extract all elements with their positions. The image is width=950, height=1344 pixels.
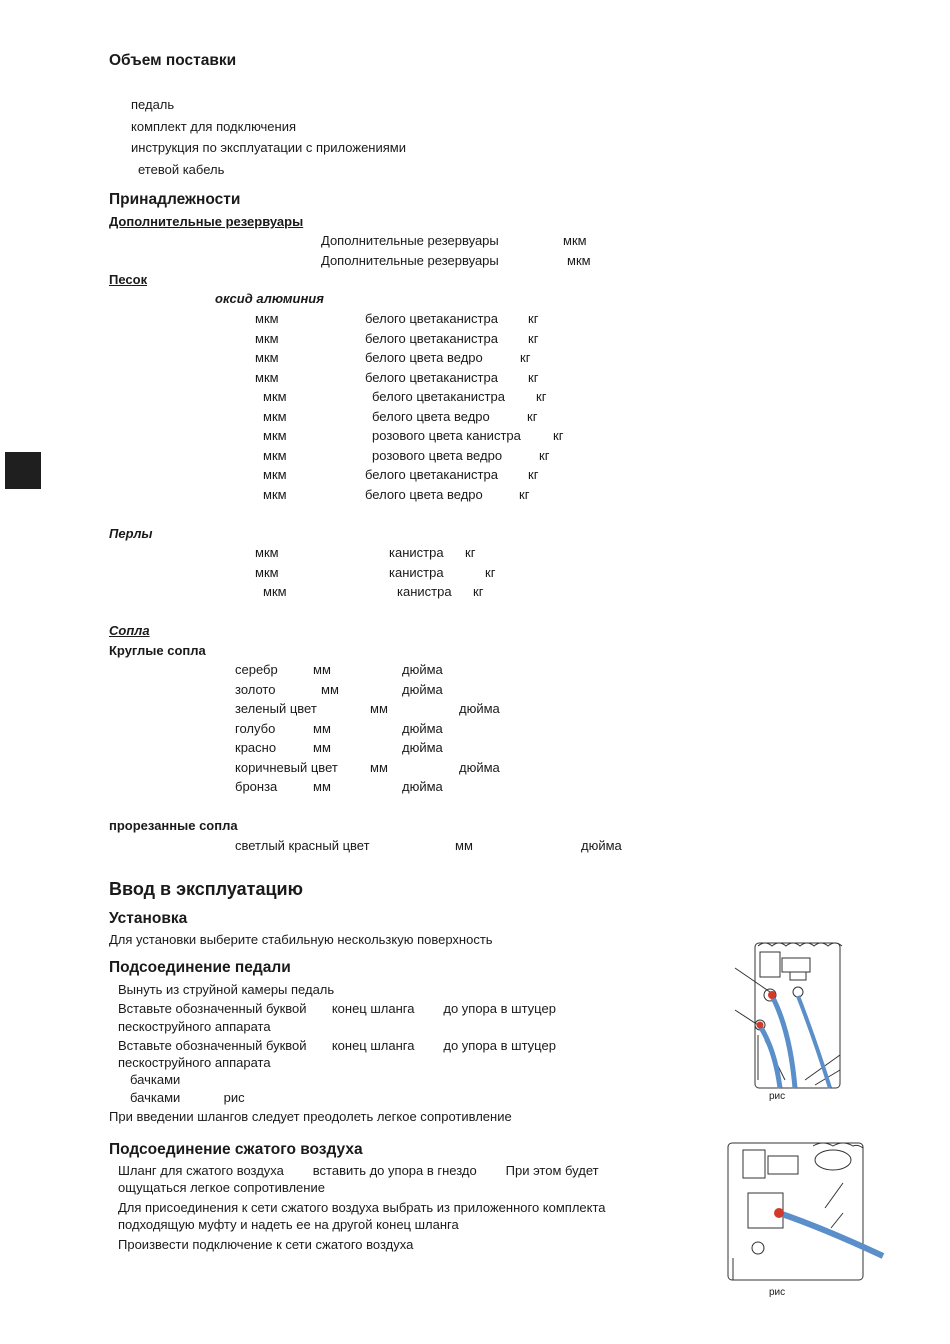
sand-kg: кг: [527, 409, 538, 424]
air-step: Произвести подключение к сети сжатого воздуха: [118, 1237, 414, 1252]
nozzle-mm: мм: [313, 662, 331, 677]
sand-kg: кг: [519, 487, 530, 502]
pearl-kg: кг: [465, 545, 476, 560]
pedal-step: бачками рис: [130, 1090, 245, 1105]
pedal-step: бачками: [130, 1072, 181, 1087]
tanks-heading: Дополнительные резервуары: [109, 214, 304, 229]
pearl-desc: канистра: [397, 584, 452, 599]
nozzle-inch: дюйма: [402, 721, 443, 736]
tank-unit: мкм: [567, 253, 591, 268]
sand-desc: белого цвета ведро: [372, 409, 490, 424]
pedal-step: Вставьте обозначенный буквой конец шланга до упора в штуцер: [118, 1001, 556, 1016]
sand-desc: розового цвета канистра: [372, 428, 521, 443]
sand-kg: кг: [528, 467, 539, 482]
sand-unit: мкм: [255, 350, 279, 365]
sand-kg: кг: [528, 370, 539, 385]
tank-name: Дополнительные резервуары: [321, 253, 499, 268]
nozzle-color: серебр: [235, 662, 278, 677]
figure-caption: рис: [769, 1091, 786, 1102]
sand-unit: мкм: [255, 311, 279, 326]
sand-unit: мкм: [263, 389, 287, 404]
chapter-tab-marker: [5, 452, 41, 489]
nozzle-mm: мм: [313, 740, 331, 755]
pedal-connection-figure: [730, 940, 845, 1090]
sand-kg: кг: [553, 428, 564, 443]
sand-unit: мкм: [255, 331, 279, 346]
sand-kg: кг: [536, 389, 547, 404]
sand-desc: белого цвета ведро: [365, 350, 483, 365]
sand-unit: мкм: [263, 467, 287, 482]
sand-unit: мкм: [263, 487, 287, 502]
nozzle-inch: дюйма: [459, 760, 500, 775]
nozzle-inch: дюйма: [581, 838, 622, 853]
slotted-nozzles-heading: прорезанные сопла: [109, 818, 238, 833]
pearl-unit: мкм: [263, 584, 287, 599]
sand-kg: кг: [520, 350, 531, 365]
scope-item: инструкция по эксплуатации с приложениями: [131, 140, 406, 155]
nozzle-inch: дюйма: [402, 740, 443, 755]
nozzle-inch: дюйма: [402, 682, 443, 697]
sand-desc: белого цветаканистра: [365, 311, 498, 326]
nozzle-color: красно: [235, 740, 277, 755]
nozzle-color: голубо: [235, 721, 276, 736]
alumina-heading: оксид алюминия: [215, 291, 324, 306]
nozzle-mm: мм: [370, 760, 388, 775]
nozzle-mm: мм: [321, 682, 339, 697]
accessories-title: Принадлежности: [109, 191, 241, 208]
pedal-step: Вставьте обозначенный буквой конец шланга до упора в штуцер: [118, 1038, 556, 1053]
sand-unit: мкм: [263, 448, 287, 463]
air-title: Подсоединение сжатого воздуха: [109, 1141, 363, 1158]
sand-kg: кг: [528, 311, 539, 326]
scope-item: комплект для подключения: [131, 119, 297, 134]
sand-heading: Песок: [109, 272, 148, 287]
nozzle-mm: мм: [455, 838, 473, 853]
pearl-desc: канистра: [389, 545, 444, 560]
tank-unit: мкм: [563, 233, 587, 248]
nozzle-inch: дюйма: [402, 779, 443, 794]
sand-desc: розового цвета ведро: [372, 448, 503, 463]
air-step: подходящую муфту и надеть ее на другой конец шланга: [118, 1217, 459, 1232]
pearl-desc: канистра: [389, 565, 444, 580]
figure-caption: рис: [769, 1287, 786, 1298]
pedal-step: Вынуть из струйной камеры педаль: [118, 982, 335, 997]
scope-item: етевой кабель: [138, 162, 225, 177]
nozzle-color: бронза: [235, 779, 278, 794]
pearls-heading: Перлы: [109, 526, 153, 541]
nozzle-inch: дюйма: [402, 662, 443, 677]
sand-kg: кг: [539, 448, 550, 463]
nozzle-mm: мм: [370, 701, 388, 716]
pedal-note: При введении шлангов следует преодолеть легкое сопротивление: [109, 1109, 512, 1124]
commissioning-title: Ввод в эксплуатацию: [109, 879, 303, 899]
nozzle-mm: мм: [313, 779, 331, 794]
nozzles-heading: Сопла: [109, 623, 150, 638]
air-step: Для присоединения к сети сжатого воздуха выбрать из приложенного комплекта: [118, 1200, 606, 1215]
pearl-kg: кг: [473, 584, 484, 599]
scope-title: Объем поставки: [109, 52, 237, 69]
nozzle-color: зеленый цвет: [235, 701, 317, 716]
install-text: Для установки выберите стабильную нескользкую поверхность: [109, 932, 493, 947]
air-connection-figure: [713, 1138, 885, 1283]
sand-unit: мкм: [263, 428, 287, 443]
pearl-kg: кг: [485, 565, 496, 580]
sand-desc: белого цвета ведро: [365, 487, 483, 502]
air-step: Шланг для сжатого воздуха вставить до упора в гнездо При этом будет: [118, 1163, 599, 1178]
install-title: Установка: [109, 910, 188, 927]
pearl-unit: мкм: [255, 545, 279, 560]
round-nozzles-heading: Круглые сопла: [109, 643, 206, 658]
nozzle-color: золото: [235, 682, 276, 697]
nozzle-mm: мм: [313, 721, 331, 736]
sand-unit: мкм: [263, 409, 287, 424]
pedal-title: Подсоединение педали: [109, 959, 291, 976]
pedal-step: пескоструйного аппарата: [118, 1055, 271, 1070]
air-step: ощущаться легкое сопротивление: [118, 1180, 325, 1195]
nozzle-color: светлый красный цвет: [235, 838, 370, 853]
sand-desc: белого цветаканистра: [365, 331, 498, 346]
sand-desc: белого цветаканистра: [372, 389, 505, 404]
nozzle-inch: дюйма: [459, 701, 500, 716]
pearl-unit: мкм: [255, 565, 279, 580]
tank-name: Дополнительные резервуары: [321, 233, 499, 248]
sand-desc: белого цветаканистра: [365, 467, 498, 482]
pedal-step: пескоструйного аппарата: [118, 1019, 271, 1034]
sand-desc: белого цветаканистра: [365, 370, 498, 385]
nozzle-color: коричневый цвет: [235, 760, 338, 775]
sand-kg: кг: [528, 331, 539, 346]
sand-unit: мкм: [255, 370, 279, 385]
scope-item: педаль: [131, 97, 175, 112]
